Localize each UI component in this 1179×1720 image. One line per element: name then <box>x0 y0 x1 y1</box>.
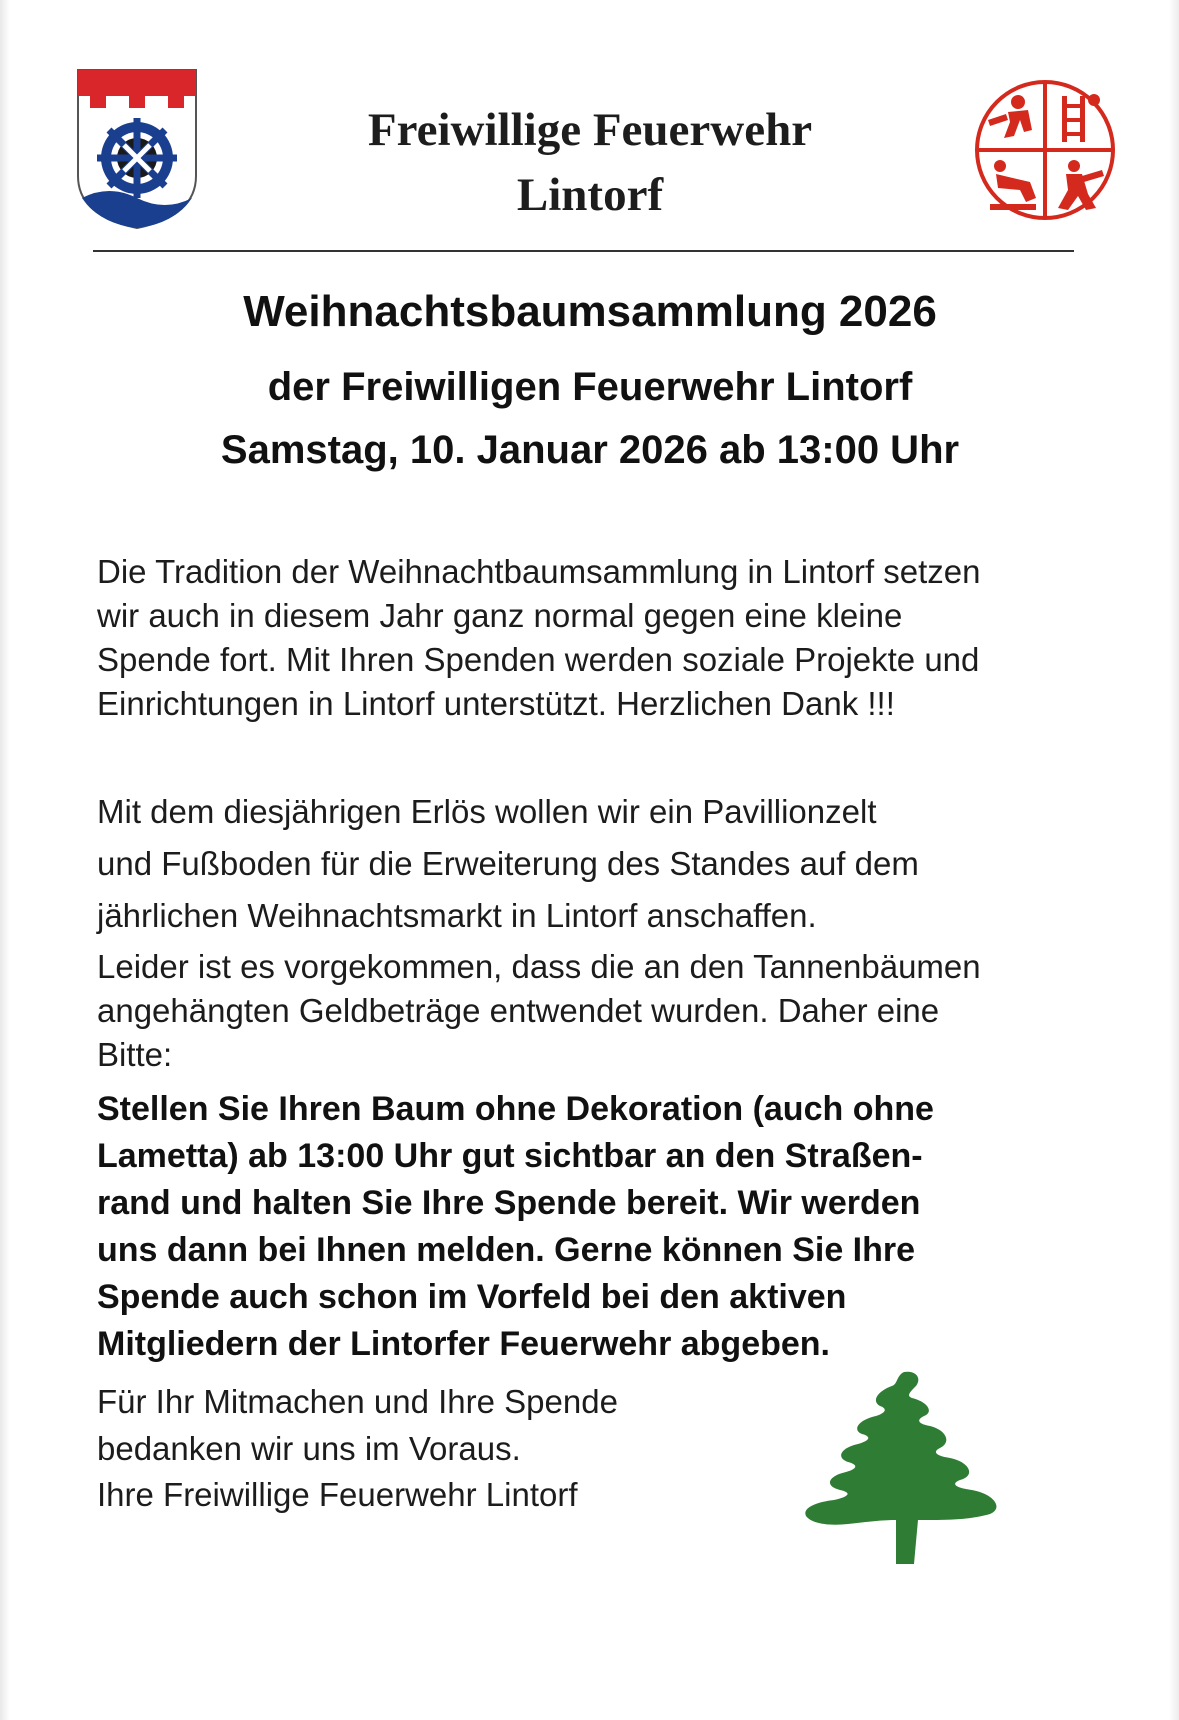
coat-of-arms-icon <box>74 66 200 232</box>
text-line: Bitte: <box>97 1036 173 1073</box>
text-line: Die Tradition der Weihnachtbaumsammlung in Lintorf setzen <box>97 553 981 590</box>
text-line: Spende fort. Mit Ihren Spenden werden soziale Projekte und <box>97 641 980 678</box>
text-line: Für Ihr Mitmachen und Ihre Spende <box>97 1383 618 1420</box>
text-line: Lametta) ab 13:00 Uhr gut sichtbar an den Straßen- <box>97 1137 923 1175</box>
text-line: Mit dem diesjährigen Erlös wollen wir ein Pavillionzelt <box>97 793 877 830</box>
org-name-line1: Freiwillige Feuerwehr <box>367 104 813 156</box>
signature: Ihre Freiwillige Feuerwehr Lintorf <box>97 1476 578 1513</box>
text-line: uns dann bei Ihnen melden. Gerne können Sie Ihre <box>97 1231 916 1269</box>
header-divider <box>93 250 1074 252</box>
text-line: rand und halten Sie Ihre Spende bereit. Wir werden <box>97 1184 921 1222</box>
text-line: jährlichen Weihnachtsmarkt in Lintorf anschaffen. <box>97 897 817 934</box>
org-name-line2: Lintorf <box>516 169 664 221</box>
text-line: angehängten Geldbeträge entwendet wurden. Daher eine <box>97 992 940 1029</box>
notice-paragraph <box>97 945 1097 1077</box>
text-line: Leider ist es vorgekommen, dass die an den Tannenbäumen <box>97 948 981 985</box>
fire-brigade-emblem-icon <box>970 70 1120 230</box>
main-title: Weihnachtsbaumsammlung 2026 <box>243 287 937 336</box>
text-line: Mitgliedern der Lintorfer Feuerwehr abgeben. <box>97 1325 830 1363</box>
christmas-tree-icon <box>800 1368 1014 1568</box>
intro-paragraph <box>97 550 1097 726</box>
subtitle: der Freiwilligen Feuerwehr Lintorf <box>267 365 913 409</box>
text-line: Einrichtungen in Lintorf unterstützt. Herzlichen Dank !!! <box>97 685 895 722</box>
text-line: Stellen Sie Ihren Baum ohne Dekoration (auch ohne <box>97 1090 934 1128</box>
request-paragraph <box>97 1086 1097 1368</box>
text-line: bedanken wir uns im Voraus. <box>97 1430 521 1467</box>
text-line: wir auch in diesem Jahr ganz normal gegen eine kleine <box>97 597 903 634</box>
text-line: und Fußboden für die Erweiterung des Standes auf dem <box>97 845 919 882</box>
event-date: Samstag, 10. Januar 2026 ab 13:00 Uhr <box>220 428 960 472</box>
right-page-edge <box>1169 0 1179 1720</box>
purpose-paragraph <box>97 786 1097 942</box>
left-page-edge <box>0 0 10 1720</box>
text-line: Spende auch schon im Vorfeld bei den aktiven <box>97 1278 847 1316</box>
